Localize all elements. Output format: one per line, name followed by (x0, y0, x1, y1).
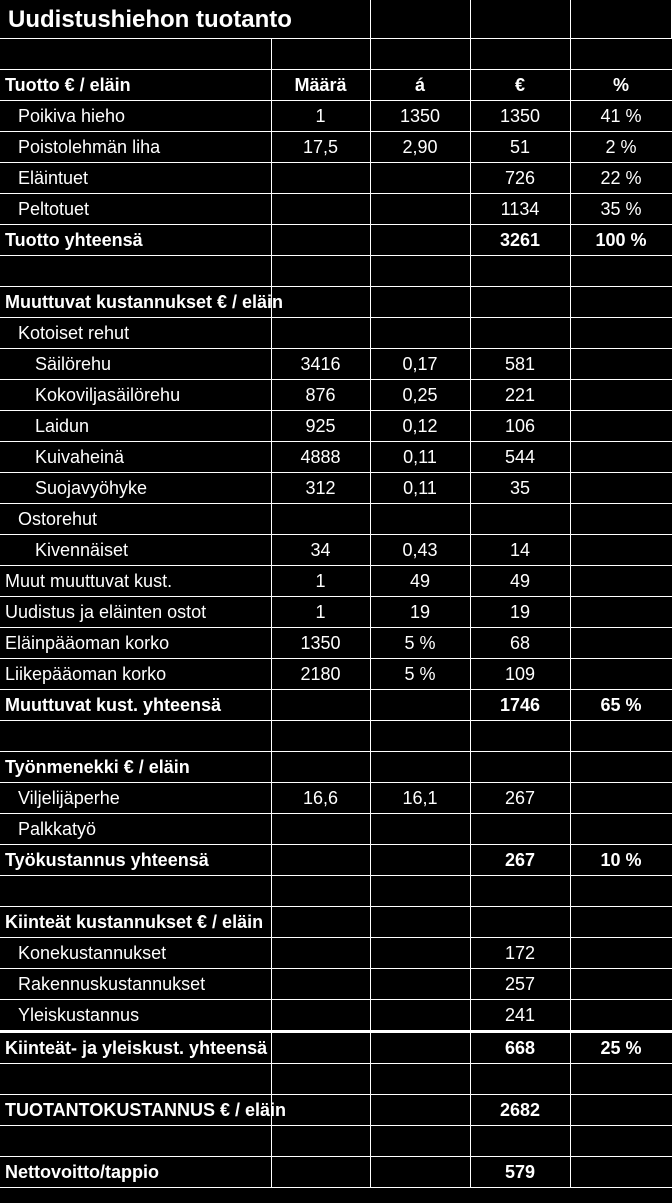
unit-price-cell (370, 287, 470, 318)
unit-price-cell: 0,11 (370, 473, 470, 504)
euro-cell (470, 752, 570, 783)
quantity-cell (271, 938, 370, 969)
label-cell: Poistolehmän liha (0, 132, 271, 163)
blank-row (0, 39, 672, 70)
label-cell: Konekustannukset (0, 938, 271, 969)
label-cell: Laidun (0, 411, 271, 442)
table-row (0, 411, 672, 442)
euro-cell: 109 (470, 659, 570, 690)
quantity-cell (271, 876, 370, 907)
euro-cell (470, 287, 570, 318)
percent-cell (570, 318, 672, 349)
euro-cell (470, 907, 570, 938)
percent-cell (570, 566, 672, 597)
table-row (0, 473, 672, 504)
table-row (0, 628, 672, 659)
quantity-cell (271, 287, 370, 318)
quantity-cell (271, 225, 370, 256)
quantity-cell (271, 1064, 370, 1095)
euro-cell: 2682 (470, 1095, 570, 1126)
table-row (0, 597, 672, 628)
percent-cell: 2 % (570, 132, 672, 163)
subsection-header (0, 504, 672, 535)
percent-cell (570, 535, 672, 566)
percent-cell (570, 628, 672, 659)
label-cell: Yleiskustannus (0, 1000, 271, 1032)
unit-price-cell: 0,11 (370, 442, 470, 473)
unit-price-cell (370, 907, 470, 938)
percent-cell: 22 % (570, 163, 672, 194)
euro-cell (470, 256, 570, 287)
label-cell: Peltotuet (0, 194, 271, 225)
unit-price-cell (370, 752, 470, 783)
euro-cell: 172 (470, 938, 570, 969)
euro-cell: 19 (470, 597, 570, 628)
label-cell: Palkkatyö (0, 814, 271, 845)
label-cell: Kiinteät- ja yleiskust. yhteensä (0, 1032, 271, 1064)
quantity-cell (271, 39, 370, 70)
percent-cell (570, 597, 672, 628)
sheet-title: Uudistushiehon tuotanto (8, 6, 292, 33)
quantity-cell (271, 845, 370, 876)
label-cell (0, 256, 271, 287)
table-row (0, 535, 672, 566)
table-row (0, 659, 672, 690)
percent-cell: 35 % (570, 194, 672, 225)
label-cell: Uudistus ja eläinten ostot (0, 597, 271, 628)
percent-cell (570, 442, 672, 473)
euro-cell: 51 (470, 132, 570, 163)
table-row (0, 938, 672, 969)
quantity-cell: 17,5 (271, 132, 370, 163)
unit-price-cell (370, 1064, 470, 1095)
label-cell: Työkustannus yhteensä (0, 845, 271, 876)
blank-row (0, 721, 672, 752)
table-row (0, 783, 672, 814)
label-cell: Rakennuskustannukset (0, 969, 271, 1000)
percent-cell (570, 876, 672, 907)
euro-cell: 35 (470, 473, 570, 504)
percent-cell (570, 938, 672, 969)
quantity-cell: 2180 (271, 659, 370, 690)
label-cell: Muut muuttuvat kust. (0, 566, 271, 597)
header-row (0, 70, 672, 101)
percent-cell (570, 783, 672, 814)
percent-cell: % (570, 70, 672, 101)
section-header (0, 907, 672, 938)
percent-cell (570, 504, 672, 535)
quantity-cell (271, 163, 370, 194)
label-cell (0, 1064, 271, 1095)
label-cell: Eläintuet (0, 163, 271, 194)
quantity-cell: Määrä (271, 70, 370, 101)
unit-price-cell: 19 (370, 597, 470, 628)
label-cell (0, 1126, 271, 1157)
table-row (0, 163, 672, 194)
unit-price-cell (370, 39, 470, 70)
euro-cell: 1746 (470, 690, 570, 721)
percent-cell (570, 1064, 672, 1095)
table-row (0, 194, 672, 225)
label-cell: Ostorehut (0, 504, 271, 535)
blank-row (0, 876, 672, 907)
total-row (0, 1157, 672, 1188)
euro-cell (470, 1064, 570, 1095)
percent-cell (570, 349, 672, 380)
euro-cell (470, 1126, 570, 1157)
quantity-cell (271, 194, 370, 225)
percent-cell: 10 % (570, 845, 672, 876)
table-row (0, 566, 672, 597)
percent-cell: 65 % (570, 690, 672, 721)
percent-cell (570, 1157, 672, 1188)
label-cell: Kokoviljasäilörehu (0, 380, 271, 411)
label-cell: Työnmenekki € / eläin (0, 752, 271, 783)
percent-cell: 41 % (570, 101, 672, 132)
unit-price-cell: 0,43 (370, 535, 470, 566)
table-row (0, 1000, 672, 1032)
unit-price-cell: 2,90 (370, 132, 470, 163)
euro-cell: 267 (470, 845, 570, 876)
unit-price-cell (370, 318, 470, 349)
percent-cell (570, 39, 672, 70)
blank-row (0, 1126, 672, 1157)
euro-cell: 106 (470, 411, 570, 442)
unit-price-cell (370, 1126, 470, 1157)
percent-cell (570, 1000, 672, 1032)
quantity-cell: 4888 (271, 442, 370, 473)
quantity-cell (271, 1000, 370, 1032)
unit-price-cell (370, 1157, 470, 1188)
total-row (0, 845, 672, 876)
label-cell: Poikiva hieho (0, 101, 271, 132)
total-row (0, 1095, 672, 1126)
label-cell: Eläinpääoman korko (0, 628, 271, 659)
euro-cell (470, 876, 570, 907)
label-cell: Kuivaheinä (0, 442, 271, 473)
euro-cell: 221 (470, 380, 570, 411)
label-cell: Liikepääoman korko (0, 659, 271, 690)
label-cell: Kiinteät kustannukset € / eläin (0, 907, 271, 938)
unit-price-cell (370, 194, 470, 225)
quantity-cell: 312 (271, 473, 370, 504)
euro-cell (470, 318, 570, 349)
unit-price-cell: 5 % (370, 659, 470, 690)
unit-price-cell (370, 163, 470, 194)
label-cell (0, 721, 271, 752)
quantity-cell (271, 907, 370, 938)
euro-cell: 668 (470, 1032, 570, 1064)
table-row (0, 442, 672, 473)
euro-cell: € (470, 70, 570, 101)
percent-cell (570, 752, 672, 783)
percent-cell: 100 % (570, 225, 672, 256)
quantity-cell: 1 (271, 597, 370, 628)
percent-cell (570, 907, 672, 938)
percent-cell (570, 411, 672, 442)
euro-cell: 1350 (470, 101, 570, 132)
percent-cell (570, 287, 672, 318)
table-row (0, 814, 672, 845)
euro-cell: 241 (470, 1000, 570, 1032)
unit-price-cell: 5 % (370, 628, 470, 659)
percent-cell (570, 721, 672, 752)
unit-price-cell (370, 504, 470, 535)
label-cell: Tuotto yhteensä (0, 225, 271, 256)
total-row (0, 690, 672, 721)
label-cell (0, 876, 271, 907)
quantity-cell: 1 (271, 101, 370, 132)
quantity-cell (271, 1032, 370, 1064)
percent-cell (570, 1095, 672, 1126)
unit-price-cell (370, 225, 470, 256)
unit-price-cell (370, 969, 470, 1000)
euro-cell: 68 (470, 628, 570, 659)
euro-cell (470, 721, 570, 752)
blank-row (0, 1064, 672, 1095)
unit-price-cell (370, 1000, 470, 1032)
unit-price-cell (370, 256, 470, 287)
percent-cell (570, 1126, 672, 1157)
quantity-cell (271, 814, 370, 845)
unit-price-cell (370, 1095, 470, 1126)
euro-cell: 49 (470, 566, 570, 597)
unit-price-cell (370, 721, 470, 752)
quantity-cell (271, 1157, 370, 1188)
percent-cell (570, 814, 672, 845)
percent-cell (570, 380, 672, 411)
label-cell: Viljelijäperhe (0, 783, 271, 814)
total-row (0, 1032, 672, 1064)
label-cell: Tuotto € / eläin (0, 70, 271, 101)
euro-cell: 267 (470, 783, 570, 814)
unit-price-cell (370, 938, 470, 969)
quantity-cell (271, 752, 370, 783)
quantity-cell: 876 (271, 380, 370, 411)
unit-price-cell (370, 814, 470, 845)
section-header (0, 752, 672, 783)
title-row (0, 0, 672, 39)
unit-price-cell (370, 1032, 470, 1064)
quantity-cell (271, 1126, 370, 1157)
unit-price-cell: 0,17 (370, 349, 470, 380)
euro-cell: 14 (470, 535, 570, 566)
percent-cell (570, 659, 672, 690)
table-row (0, 132, 672, 163)
euro-cell (470, 504, 570, 535)
euro-cell: 257 (470, 969, 570, 1000)
blank-row (0, 256, 672, 287)
quantity-cell: 1350 (271, 628, 370, 659)
quantity-cell (271, 504, 370, 535)
quantity-cell: 16,6 (271, 783, 370, 814)
euro-cell: 3261 (470, 225, 570, 256)
unit-price-cell: 0,12 (370, 411, 470, 442)
label-cell: TUOTANTOKUSTANNUS € / eläin (0, 1095, 271, 1126)
subsection-header (0, 318, 672, 349)
quantity-cell (271, 721, 370, 752)
label-cell: Kotoiset rehut (0, 318, 271, 349)
quantity-cell (271, 969, 370, 1000)
euro-cell: 1134 (470, 194, 570, 225)
percent-cell (570, 473, 672, 504)
euro-cell: 579 (470, 1157, 570, 1188)
unit-price-cell: 1350 (370, 101, 470, 132)
total-row (0, 225, 672, 256)
quantity-cell: 925 (271, 411, 370, 442)
label-cell (0, 39, 271, 70)
label-cell: Suojavyöhyke (0, 473, 271, 504)
label-cell: Kivennäiset (0, 535, 271, 566)
euro-cell (470, 39, 570, 70)
unit-price-cell: 49 (370, 566, 470, 597)
unit-price-cell (370, 845, 470, 876)
unit-price-cell: 16,1 (370, 783, 470, 814)
euro-cell (470, 814, 570, 845)
euro-cell: 581 (470, 349, 570, 380)
unit-price-cell: á (370, 70, 470, 101)
table-row (0, 101, 672, 132)
table-row (0, 969, 672, 1000)
quantity-cell: 3416 (271, 349, 370, 380)
table-row (0, 380, 672, 411)
table-row (0, 349, 672, 380)
cost-table (0, 39, 672, 1188)
quantity-cell (271, 318, 370, 349)
unit-price-cell: 0,25 (370, 380, 470, 411)
unit-price-cell (370, 690, 470, 721)
label-cell: Muuttuvat kust. yhteensä (0, 690, 271, 721)
percent-cell (570, 256, 672, 287)
euro-cell: 726 (470, 163, 570, 194)
euro-cell: 544 (470, 442, 570, 473)
quantity-cell (271, 256, 370, 287)
label-cell: Säilörehu (0, 349, 271, 380)
quantity-cell: 1 (271, 566, 370, 597)
label-cell: Nettovoitto/tappio (0, 1157, 271, 1188)
unit-price-cell (370, 876, 470, 907)
percent-cell (570, 969, 672, 1000)
percent-cell: 25 % (570, 1032, 672, 1064)
quantity-cell: 34 (271, 535, 370, 566)
label-cell: Muuttuvat kustannukset € / eläin (0, 287, 271, 318)
quantity-cell (271, 690, 370, 721)
section-header (0, 287, 672, 318)
